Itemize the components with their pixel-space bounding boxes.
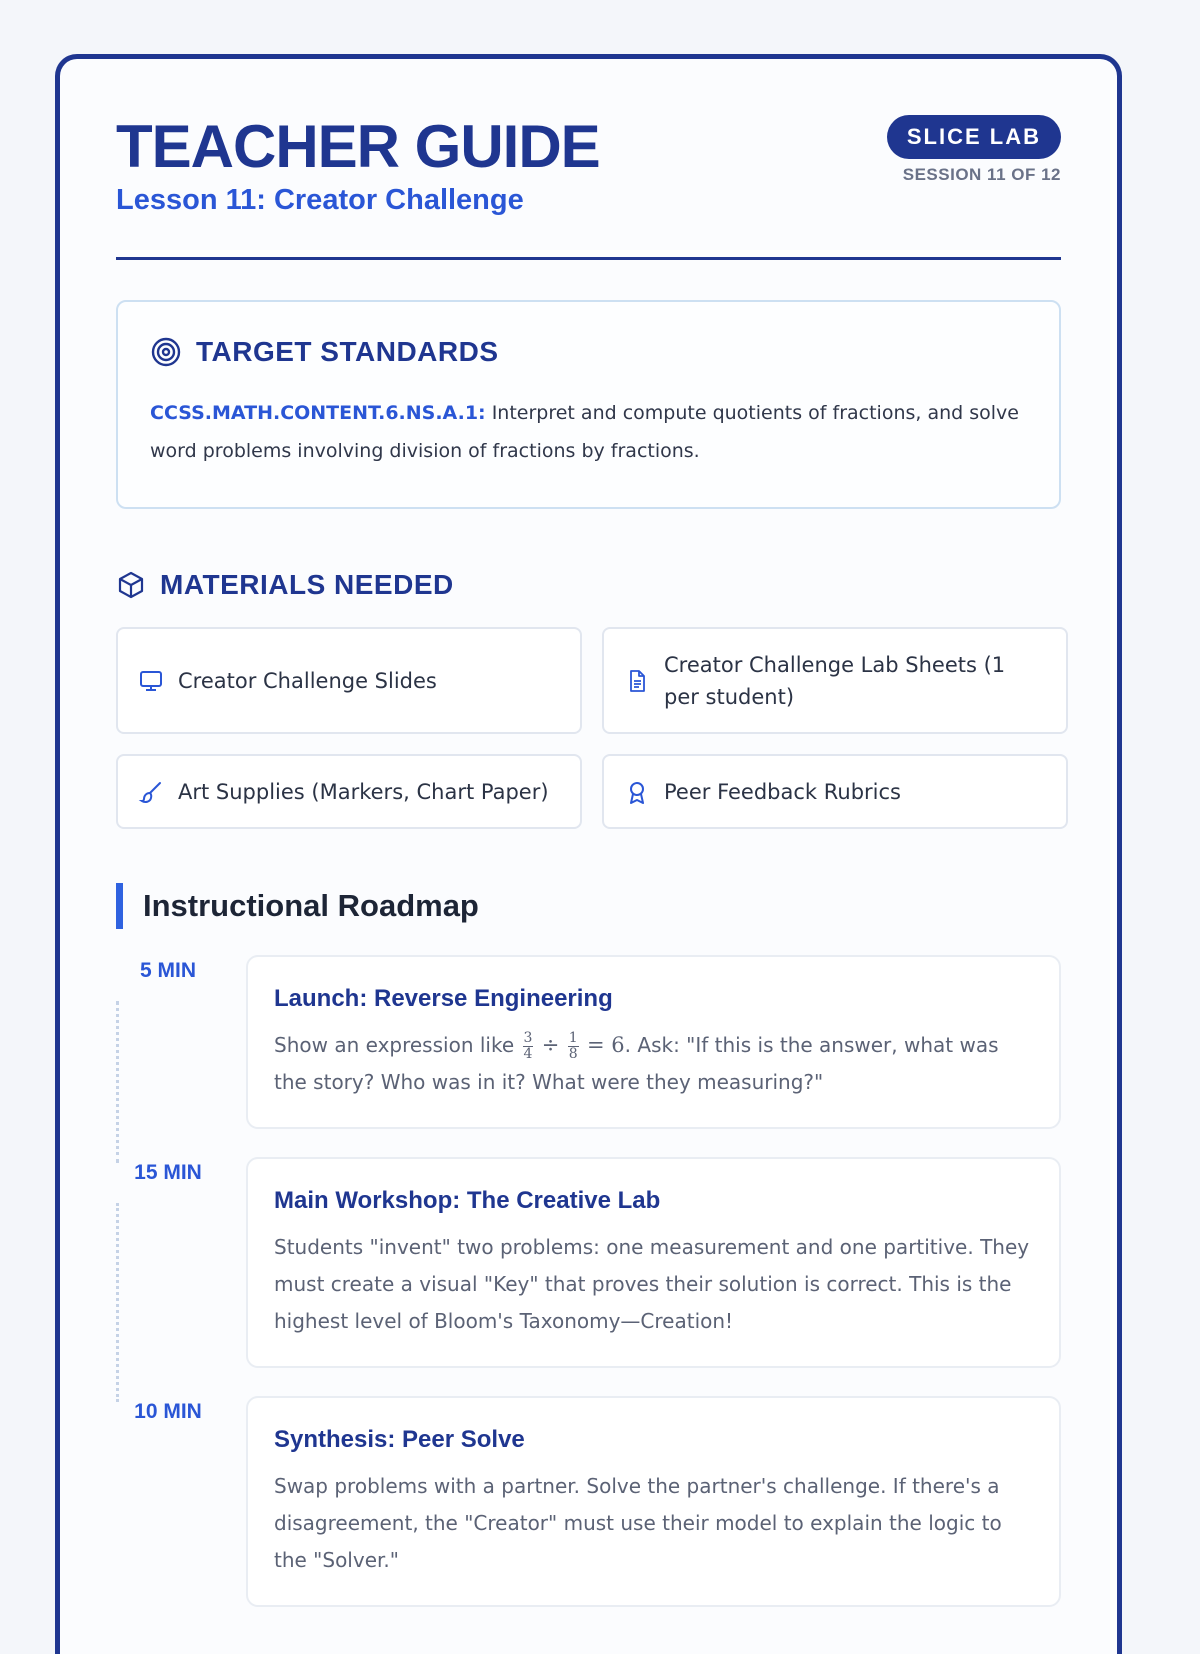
step-title: Main Workshop: The Creative Lab — [274, 1187, 661, 1214]
step-text-after: . Ask: "If this is the answer, what was the story? Who was in it? What were they measuring?" — [274, 1033, 999, 1094]
standards-card — [116, 300, 1061, 509]
step-description: Students "invent" two problems: one measurement and one partitive. They must create a visual "Key" that proves their solution is correct. This is the highest level of Bloom's Taxonomy—Creation! — [274, 1235, 1030, 1333]
target-icon — [150, 336, 182, 368]
lesson-subtitle: Lesson 11: Creator Challenge — [116, 184, 524, 216]
materials-heading-text: MATERIALS NEEDED — [160, 569, 454, 600]
standards-heading — [150, 336, 1027, 368]
equals-result: = 6 — [587, 1033, 625, 1057]
step-description — [274, 1027, 1033, 1101]
roadmap-step — [116, 1157, 1061, 1368]
teacher-guide-page — [55, 54, 1122, 1654]
roadmap-step — [116, 1396, 1061, 1607]
program-badge: SLICE LAB — [887, 115, 1061, 159]
fraction-one-eighth — [568, 1031, 579, 1062]
standards-text — [150, 394, 1027, 470]
standard-code: CCSS.MATH.CONTENT.6.NS.A.1: — [150, 402, 486, 424]
step-card — [246, 955, 1061, 1129]
timeline-connector — [116, 1203, 119, 1402]
timeline-connector — [116, 1001, 119, 1163]
material-item — [602, 627, 1068, 734]
duration-label: 10 MIN — [134, 1400, 202, 1423]
monitor-icon — [138, 668, 164, 694]
material-label: Creator Challenge Slides — [178, 668, 437, 693]
roadmap-timeline — [116, 955, 1061, 1607]
step-duration — [116, 1157, 246, 1368]
fraction-three-quarters — [523, 1031, 534, 1062]
materials-heading — [116, 569, 1061, 601]
material-label: Art Supplies (Markers, Chart Paper) — [178, 779, 549, 804]
award-icon — [624, 779, 650, 805]
roadmap-step — [116, 955, 1061, 1129]
brush-icon — [138, 779, 164, 805]
roadmap-heading: Instructional Roadmap — [116, 883, 1061, 929]
step-duration — [116, 955, 246, 1129]
step-title: Launch: Reverse Engineering — [274, 985, 613, 1012]
division-sign: ÷ — [541, 1033, 560, 1057]
material-item — [116, 627, 582, 734]
fraction-numerator: 3 — [523, 1030, 533, 1046]
fraction-numerator: 1 — [568, 1030, 578, 1046]
fraction-denominator: 8 — [568, 1046, 578, 1062]
standard-description: Interpret and compute quotients of fractions, and solve word problems involving division of fractions by fractions. — [150, 402, 1019, 462]
step-card — [246, 1157, 1061, 1368]
duration-label: 15 MIN — [134, 1161, 202, 1184]
step-description: Swap problems with a partner. Solve the partner's challenge. If there's a disagreement, the "Creator" must use their model to explain the logic to the "Solver." — [274, 1474, 1002, 1572]
document-icon — [624, 668, 650, 694]
fraction-denominator: 4 — [523, 1046, 533, 1062]
step-text-before: Show an expression like — [274, 1033, 521, 1057]
step-title: Synthesis: Peer Solve — [274, 1426, 525, 1453]
material-label: Peer Feedback Rubrics — [664, 779, 901, 804]
page-title: TEACHER GUIDE — [116, 113, 600, 180]
material-item — [116, 754, 582, 829]
box-icon — [116, 570, 146, 600]
guide-header — [116, 59, 1061, 260]
session-label: SESSION 11 OF 12 — [902, 165, 1061, 184]
duration-label: 5 MIN — [139, 959, 196, 982]
materials-grid — [116, 627, 1061, 829]
step-card — [246, 1396, 1061, 1607]
material-item — [602, 754, 1068, 829]
step-duration — [116, 1396, 246, 1607]
material-label: Creator Challenge Lab Sheets (1 per student) — [664, 652, 1006, 709]
standards-heading-text: TARGET STANDARDS — [196, 336, 499, 367]
